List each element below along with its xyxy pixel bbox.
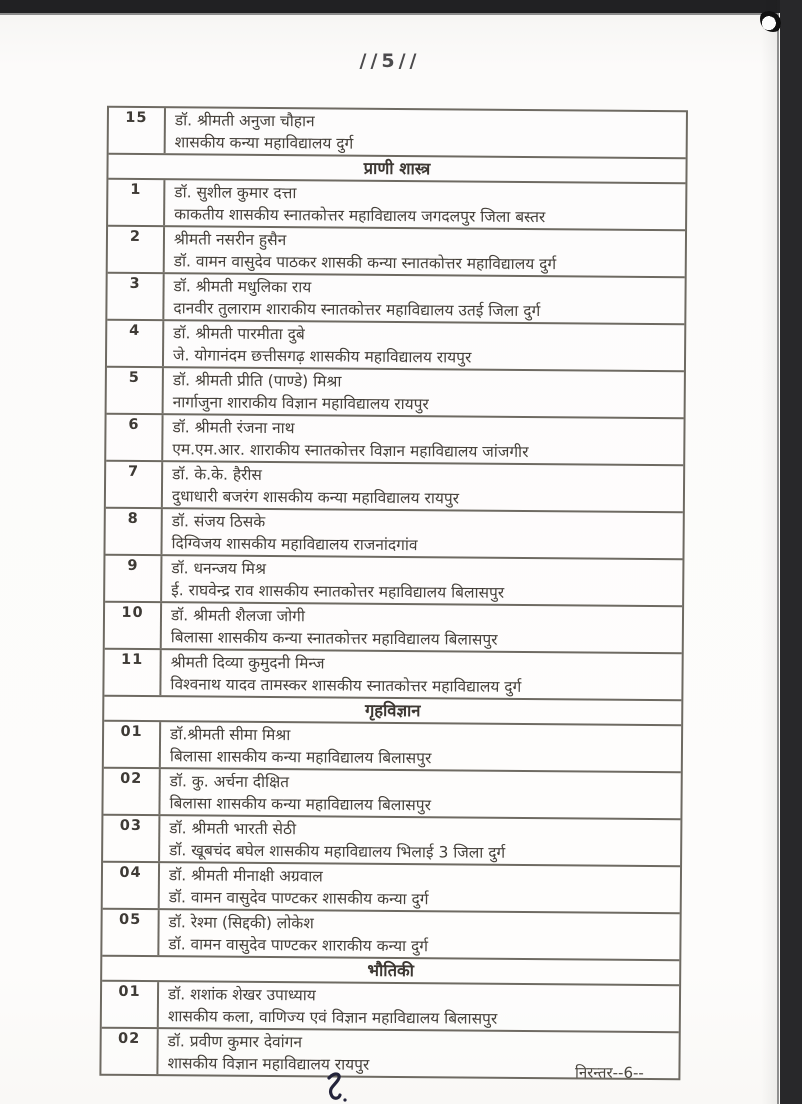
row-content — [166, 108, 686, 157]
faculty-name: डॉ. श्रीमती पारमीता दुबे — [173, 324, 305, 344]
row-number: 9 — [105, 556, 162, 601]
row-number: 6 — [106, 415, 163, 460]
row-number: 1 — [108, 180, 165, 225]
table-row — [106, 415, 683, 467]
table-row — [103, 863, 680, 915]
college-name: दानवीर तुलाराम शाराकीय स्नातकोत्तर महाविद्यालय उतई जिला दुर्ग — [173, 299, 541, 321]
page-edge-shadow — [761, 0, 777, 1104]
row-number: 8 — [105, 509, 162, 554]
table-row — [102, 910, 679, 962]
faculty-name: डॉ. श्रीमती प्रीति (पाण्डे) मिश्रा — [172, 371, 342, 391]
row-number: 05 — [102, 910, 159, 955]
college-name: दिग्विजय शासकीय महाविद्यालय राजनांदगांव — [171, 534, 418, 555]
row-content — [162, 556, 682, 605]
college-name: ई. राघवेन्द्र राव शासकीय स्नातकोत्तर महाविद्यालय बिलासपुर — [171, 581, 505, 602]
row-content — [163, 415, 683, 464]
page-number: //5// — [359, 50, 421, 72]
faculty-name: डॉ. श्रीमती भारती सेठी — [169, 819, 297, 839]
row-content — [164, 274, 684, 323]
college-name: बिलासा शासकीय कन्या महाविद्यालय बिलासपुर — [169, 794, 432, 815]
faculty-name: डॉ. प्रवीण कुमार देवांगन — [167, 1032, 303, 1052]
college-name: नार्गाजुना शाराकीय विज्ञान महाविद्यालय रायपुर — [172, 393, 429, 414]
row-number: 02 — [103, 769, 160, 814]
section-header: भौतिकी — [102, 957, 679, 987]
table-row — [109, 108, 686, 160]
table-row — [105, 509, 682, 561]
faculty-name: डॉ. श्रीमती रंजना नाथ — [172, 418, 295, 438]
row-content — [160, 863, 680, 912]
college-name: शासकीय कन्या महाविद्यालय दुर्ग — [174, 133, 354, 153]
table-row — [102, 982, 679, 1034]
row-number: 7 — [106, 462, 163, 507]
section-header: प्राणी शास्त्र — [108, 155, 685, 185]
college-name: काकतीय शासकीय स्नातकोत्तर महाविद्यालय जगदलपुर जिला बस्तर — [174, 205, 546, 227]
college-name: शासकीय कला, वाणिज्य एवं विज्ञान महाविद्यालय बिलासपुर — [167, 1007, 498, 1028]
table-row — [105, 556, 682, 608]
college-name: दुधाधारी बजरंग शासकीय कन्या महाविद्यालय रायपुर — [171, 487, 460, 508]
faculty-name: डॉ. शशांक शेखर उपाध्याय — [167, 985, 316, 1005]
table-row — [107, 368, 684, 420]
faculty-name: डॉ. के.के. हैरीस — [172, 465, 263, 484]
row-number: 15 — [109, 108, 166, 153]
row-content — [161, 722, 681, 771]
college-name: जे. योगानंदम छत्तीसगढ़ शासकीय महाविद्यालय रायपुर — [172, 346, 472, 367]
faculty-name: डॉ. श्रीमती मीनाक्षी अग्रवाल — [168, 866, 323, 886]
table-row — [106, 462, 683, 514]
viewer-right-band — [780, 0, 802, 1104]
row-content — [160, 769, 680, 818]
signature-mark-icon — [315, 1072, 357, 1104]
row-content — [162, 603, 682, 652]
table-row — [107, 321, 684, 373]
table-row — [107, 274, 684, 326]
table-row — [104, 722, 681, 774]
faculty-name: डॉ. कु. अर्चना दीक्षित — [169, 772, 290, 792]
row-content — [164, 368, 684, 417]
college-name: बिलासा शासकीय कन्या स्नातकोत्तर महाविद्यालय बिलासपुर — [170, 628, 498, 649]
table-row — [108, 180, 685, 232]
row-number: 3 — [107, 274, 164, 319]
faculty-name: डॉ. श्रीमती शैलजा जोगी — [170, 606, 306, 626]
college-name: शासकीय विज्ञान महाविद्यालय रायपुर — [167, 1054, 370, 1074]
row-content — [160, 816, 680, 865]
row-number: 5 — [107, 368, 164, 413]
table-row — [103, 769, 680, 821]
row-content — [161, 650, 681, 699]
row-content — [165, 180, 685, 229]
row-content — [165, 227, 685, 276]
row-number: 4 — [107, 321, 164, 366]
row-number: 02 — [101, 1029, 158, 1074]
row-number: 03 — [103, 816, 160, 861]
faculty-name: डॉ. संजय ठिसके — [171, 512, 266, 531]
row-number: 2 — [108, 227, 165, 272]
faculty-name: डॉ.श्रीमती सीमा मिश्रा — [170, 725, 291, 745]
college-name: विश्वनाथ यादव तामस्कर शासकीय स्नातकोत्तर महाविद्यालय दुर्ग — [170, 675, 522, 696]
faculty-name: डॉ. श्रीमती अनुजा चौहान — [174, 111, 315, 131]
row-number: 01 — [104, 722, 161, 767]
row-content — [164, 321, 684, 370]
row-number: 10 — [105, 603, 162, 648]
viewer-top-band — [0, 0, 802, 13]
row-number: 11 — [104, 650, 161, 695]
faculty-name: डॉ. रेश्मा (सिद्दकी) लोकेश — [168, 913, 314, 933]
college-name: बिलासा शासकीय कन्या महाविद्यालय बिलासपुर — [169, 747, 432, 768]
faculty-table — [99, 106, 688, 1081]
row-content — [159, 910, 679, 959]
page-top-edge — [0, 13, 779, 15]
page-curl-icon — [760, 6, 786, 32]
faculty-name: डॉ. धनन्जय मिश्र — [171, 559, 267, 578]
faculty-name: डॉ. श्रीमती मधुलिका राय — [173, 277, 312, 297]
row-content — [162, 509, 682, 558]
college-name: डॉ. खूबचंद बघेल शासकीय महाविद्यालय भिलाई 3 जिला दुर्ग — [169, 841, 506, 862]
faculty-name: श्रीमती दिव्या कुमुदनी मिन्ज — [170, 653, 325, 673]
section-header: गृहविज्ञान — [104, 697, 681, 727]
page-right-edge — [777, 13, 779, 1104]
table-row — [108, 227, 685, 279]
college-name: डॉ. वामन वासुदेव पाण्टकर शाराकीय कन्या दुर्ग — [168, 935, 429, 956]
college-name: डॉ. वामन वासुदेव पाण्टकर शासकीय कन्या दुर्ग — [168, 888, 429, 909]
faculty-name: डॉ. सुशील कुमार दत्ता — [174, 183, 297, 203]
continuation-note: निरन्तर--6-- — [574, 1063, 644, 1082]
college-name: एम.एम.आर. शाराकीय स्नातकोत्तर विज्ञान महाविद्यालय जांजगीर — [172, 440, 529, 462]
table-row — [105, 603, 682, 655]
row-number: 01 — [102, 982, 159, 1027]
row-content — [163, 462, 683, 511]
row-content — [159, 982, 679, 1031]
faculty-name: श्रीमती नसरीन हुसैन — [173, 230, 287, 250]
row-number: 04 — [103, 863, 160, 908]
table-row — [103, 816, 680, 868]
table-row — [104, 650, 681, 702]
college-name: डॉ. वामन वासुदेव पाठकर शासकी कन्या स्नातकोत्तर महाविद्यालय दुर्ग — [173, 252, 557, 274]
